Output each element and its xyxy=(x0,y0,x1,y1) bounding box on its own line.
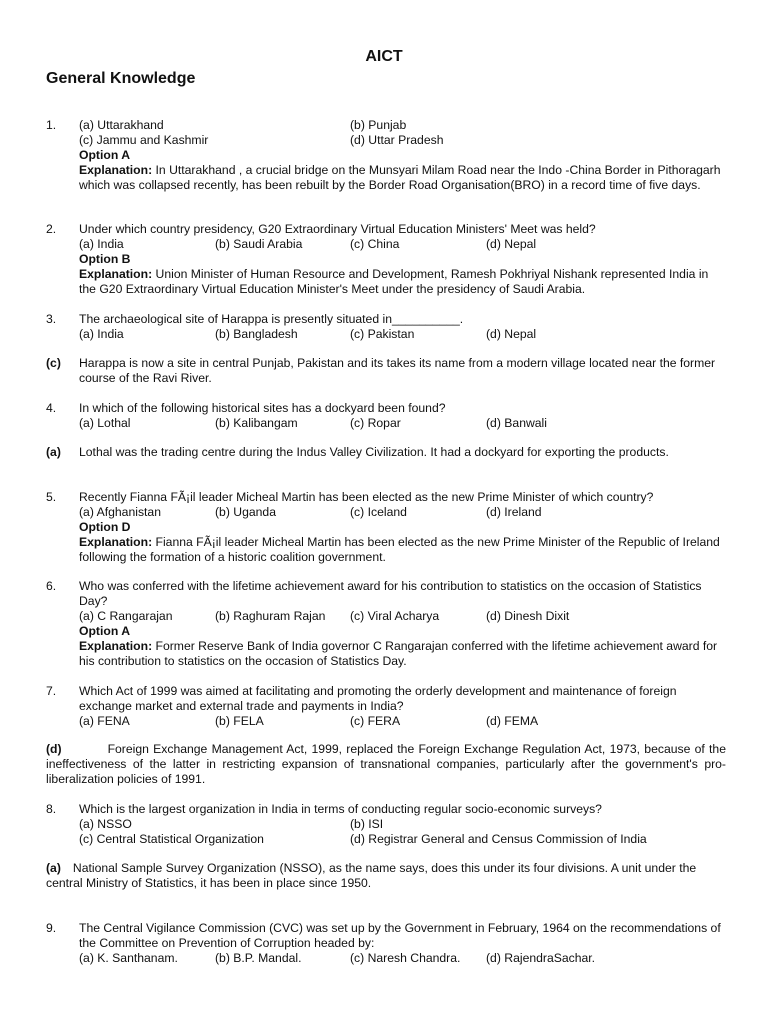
question-text: Recently Fianna FÃ¡il leader Micheal Martin has been elected as the new Prime Minister of which country? xyxy=(79,490,654,504)
explanation-text: In Uttarakhand , a crucial bridge on the Munsyari Milam Road near the Indo -China Border in Pithoragarh which was collapsed recently, has been rebuilt by the Border Road Organisation(BRO) in a record time of five days. xyxy=(79,162,721,192)
option-d: (d) Nepal xyxy=(486,326,537,341)
option-a: (a) K. Santhanam. xyxy=(79,950,178,965)
section-title: General Knowledge xyxy=(46,70,196,87)
question-number: 1. xyxy=(46,118,57,132)
explanation xyxy=(79,535,726,565)
option-b: (b) B.P. Mandal. xyxy=(215,950,302,965)
option-c: (c) FERA xyxy=(350,713,401,728)
explanation-label: Explanation: xyxy=(79,266,153,281)
explanation xyxy=(79,639,726,669)
option-b: (b) Kalibangam xyxy=(215,415,298,430)
answer-text: National Sample Survey Organization (NSSO), as the name says, does this under its four divisions. A unit under the central Ministry of Statistics, it has been in place since 1950. xyxy=(46,861,697,890)
answer-7 xyxy=(46,742,726,787)
option-a: (a) Lothal xyxy=(79,415,131,430)
option-d: (d) Banwali xyxy=(486,415,547,430)
explanation-label: Explanation: xyxy=(79,534,153,549)
explanation xyxy=(79,267,726,297)
question-number: 8. xyxy=(46,802,57,816)
answer-3 xyxy=(46,356,726,386)
option-a: (a) FENA xyxy=(79,713,130,728)
question-number: 9. xyxy=(46,921,57,935)
option-b: (b) Raghuram Rajan xyxy=(215,608,326,623)
question-3 xyxy=(46,312,726,342)
option-b: (b) Uganda xyxy=(215,504,276,519)
options-row-1 xyxy=(79,118,726,133)
option-a: (a) NSSO xyxy=(79,816,132,831)
option-c: (c) Naresh Chandra. xyxy=(350,950,461,965)
question-text: Which Act of 1999 was aimed at facilitating and promoting the orderly development and maintenance of foreign exchange market and external trade and payments in India? xyxy=(79,684,677,713)
answer-text: Lothal was the trading centre during the Indus Valley Civilization. It had a dockyard for exporting the products. xyxy=(79,445,669,459)
option-c: (c) Viral Acharya xyxy=(350,608,440,623)
explanation-text: Former Reserve Bank of India governor C Rangarajan conferred with the lifetime achievement award for his contribution to statistics on the occasion of Statistics Day. xyxy=(79,638,718,668)
options-row xyxy=(79,609,726,624)
option-c: (c) Central Statistical Organization xyxy=(79,831,264,846)
answer-key: (a) xyxy=(46,445,61,459)
option-d: (d) Dinesh Dixit xyxy=(486,608,570,623)
question-text: Which is the largest organization in India in terms of conducting regular socio-economic surveys? xyxy=(79,802,602,816)
option-b: (b) ISI xyxy=(350,816,384,831)
option-a: (a) C Rangarajan xyxy=(79,608,173,623)
answer-4 xyxy=(46,445,726,460)
option-a: (a) India xyxy=(79,326,124,341)
explanation xyxy=(79,163,726,193)
options-row xyxy=(79,416,726,431)
question-4 xyxy=(46,401,726,431)
question-8 xyxy=(46,802,726,847)
question-2 xyxy=(46,222,726,297)
answer-option: Option A xyxy=(79,623,130,638)
question-text: Under which country presidency, G20 Extraordinary Virtual Education Ministers' Meet was held? xyxy=(79,222,596,236)
option-b: (b) Saudi Arabia xyxy=(215,236,303,251)
question-7 xyxy=(46,684,726,729)
explanation-label: Explanation: xyxy=(79,162,153,177)
question-5 xyxy=(46,490,726,565)
option-b: (b) Punjab xyxy=(350,118,407,132)
option-a: (a) Uttarakhand xyxy=(79,118,164,132)
option-c: (c) China xyxy=(350,236,400,251)
option-d: (d) Uttar Pradesh xyxy=(350,133,444,147)
option-c: (c) Jammu and Kashmir xyxy=(79,133,209,147)
options-row xyxy=(79,505,726,520)
option-a: (a) Afghanistan xyxy=(79,504,161,519)
option-c: (c) Pakistan xyxy=(350,326,415,341)
question-6 xyxy=(46,579,726,669)
answer-text: Foreign Exchange Management Act, 1999, replaced the Foreign Exchange Regulation Act, 1973, because of the ineffectiveness of the latter in restricting expansion of transnational companies, particularly after the government's pro-liberalization policies of 1991. xyxy=(46,742,726,786)
option-b: (b) Bangladesh xyxy=(215,326,298,341)
question-1 xyxy=(46,118,726,193)
answer-option: Option D xyxy=(79,519,131,534)
question-number: 2. xyxy=(46,222,57,236)
options-row-2 xyxy=(79,832,726,847)
answer-key: (c) xyxy=(46,356,61,370)
question-number: 6. xyxy=(46,579,57,593)
answer-8 xyxy=(46,861,726,891)
question-text: Who was conferred with the lifetime achievement award for his contribution to statistics on the occasion of Statistics Day? xyxy=(79,579,702,608)
question-number: 7. xyxy=(46,684,57,698)
document-title: AICT xyxy=(365,48,403,65)
question-number: 3. xyxy=(46,312,57,326)
option-c: (c) Ropar xyxy=(350,415,401,430)
answer-option: Option B xyxy=(79,251,131,266)
question-9 xyxy=(46,921,726,966)
answer-text: Harappa is now a site in central Punjab, Pakistan and its takes its name from a modern village located near the former course of the Ravi River. xyxy=(79,356,716,385)
options-row xyxy=(79,951,726,966)
option-b: (b) FELA xyxy=(215,713,264,728)
option-a: (a) India xyxy=(79,236,124,251)
answer-key: (a) xyxy=(46,861,61,875)
option-d: (d) FEMA xyxy=(486,713,539,728)
options-row xyxy=(79,327,726,342)
option-d: (d) RajendraSachar. xyxy=(486,950,596,965)
question-text: The Central Vigilance Commission (CVC) was set up by the Government in February, 1964 on the recommendations of the Committee on Prevention of Corruption headed by: xyxy=(79,921,721,950)
options-row-1 xyxy=(79,817,726,832)
option-d: (d) Nepal xyxy=(486,236,537,251)
option-c: (c) Iceland xyxy=(350,504,407,519)
answer-paragraph xyxy=(46,861,726,891)
options-row-2 xyxy=(79,133,726,148)
explanation-label: Explanation: xyxy=(79,638,153,653)
question-number: 4. xyxy=(46,401,57,415)
explanation-text: Union Minister of Human Resource and Development, Ramesh Pokhriyal Nishank represented India in the G20 Extraordinary Virtual Education Minister's Meet under the presidency of Saudi Arabia. xyxy=(79,266,709,296)
answer-option: Option A xyxy=(79,148,130,162)
question-number: 5. xyxy=(46,490,57,504)
question-text: The archaeological site of Harappa is presently situated in__________. xyxy=(79,312,464,326)
answer-key: (d) xyxy=(46,742,62,756)
question-text: In which of the following historical sites has a dockyard been found? xyxy=(79,401,446,415)
answer-paragraph xyxy=(46,742,726,787)
options-row xyxy=(79,714,726,729)
option-d: (d) Ireland xyxy=(486,504,542,519)
option-d: (d) Registrar General and Census Commission of India xyxy=(350,831,647,846)
options-row xyxy=(79,237,726,252)
explanation-text: Fianna FÃ¡il leader Micheal Martin has been elected as the new Prime Minister of the Republic of Ireland following the formation of a historic coalition government. xyxy=(79,534,720,564)
